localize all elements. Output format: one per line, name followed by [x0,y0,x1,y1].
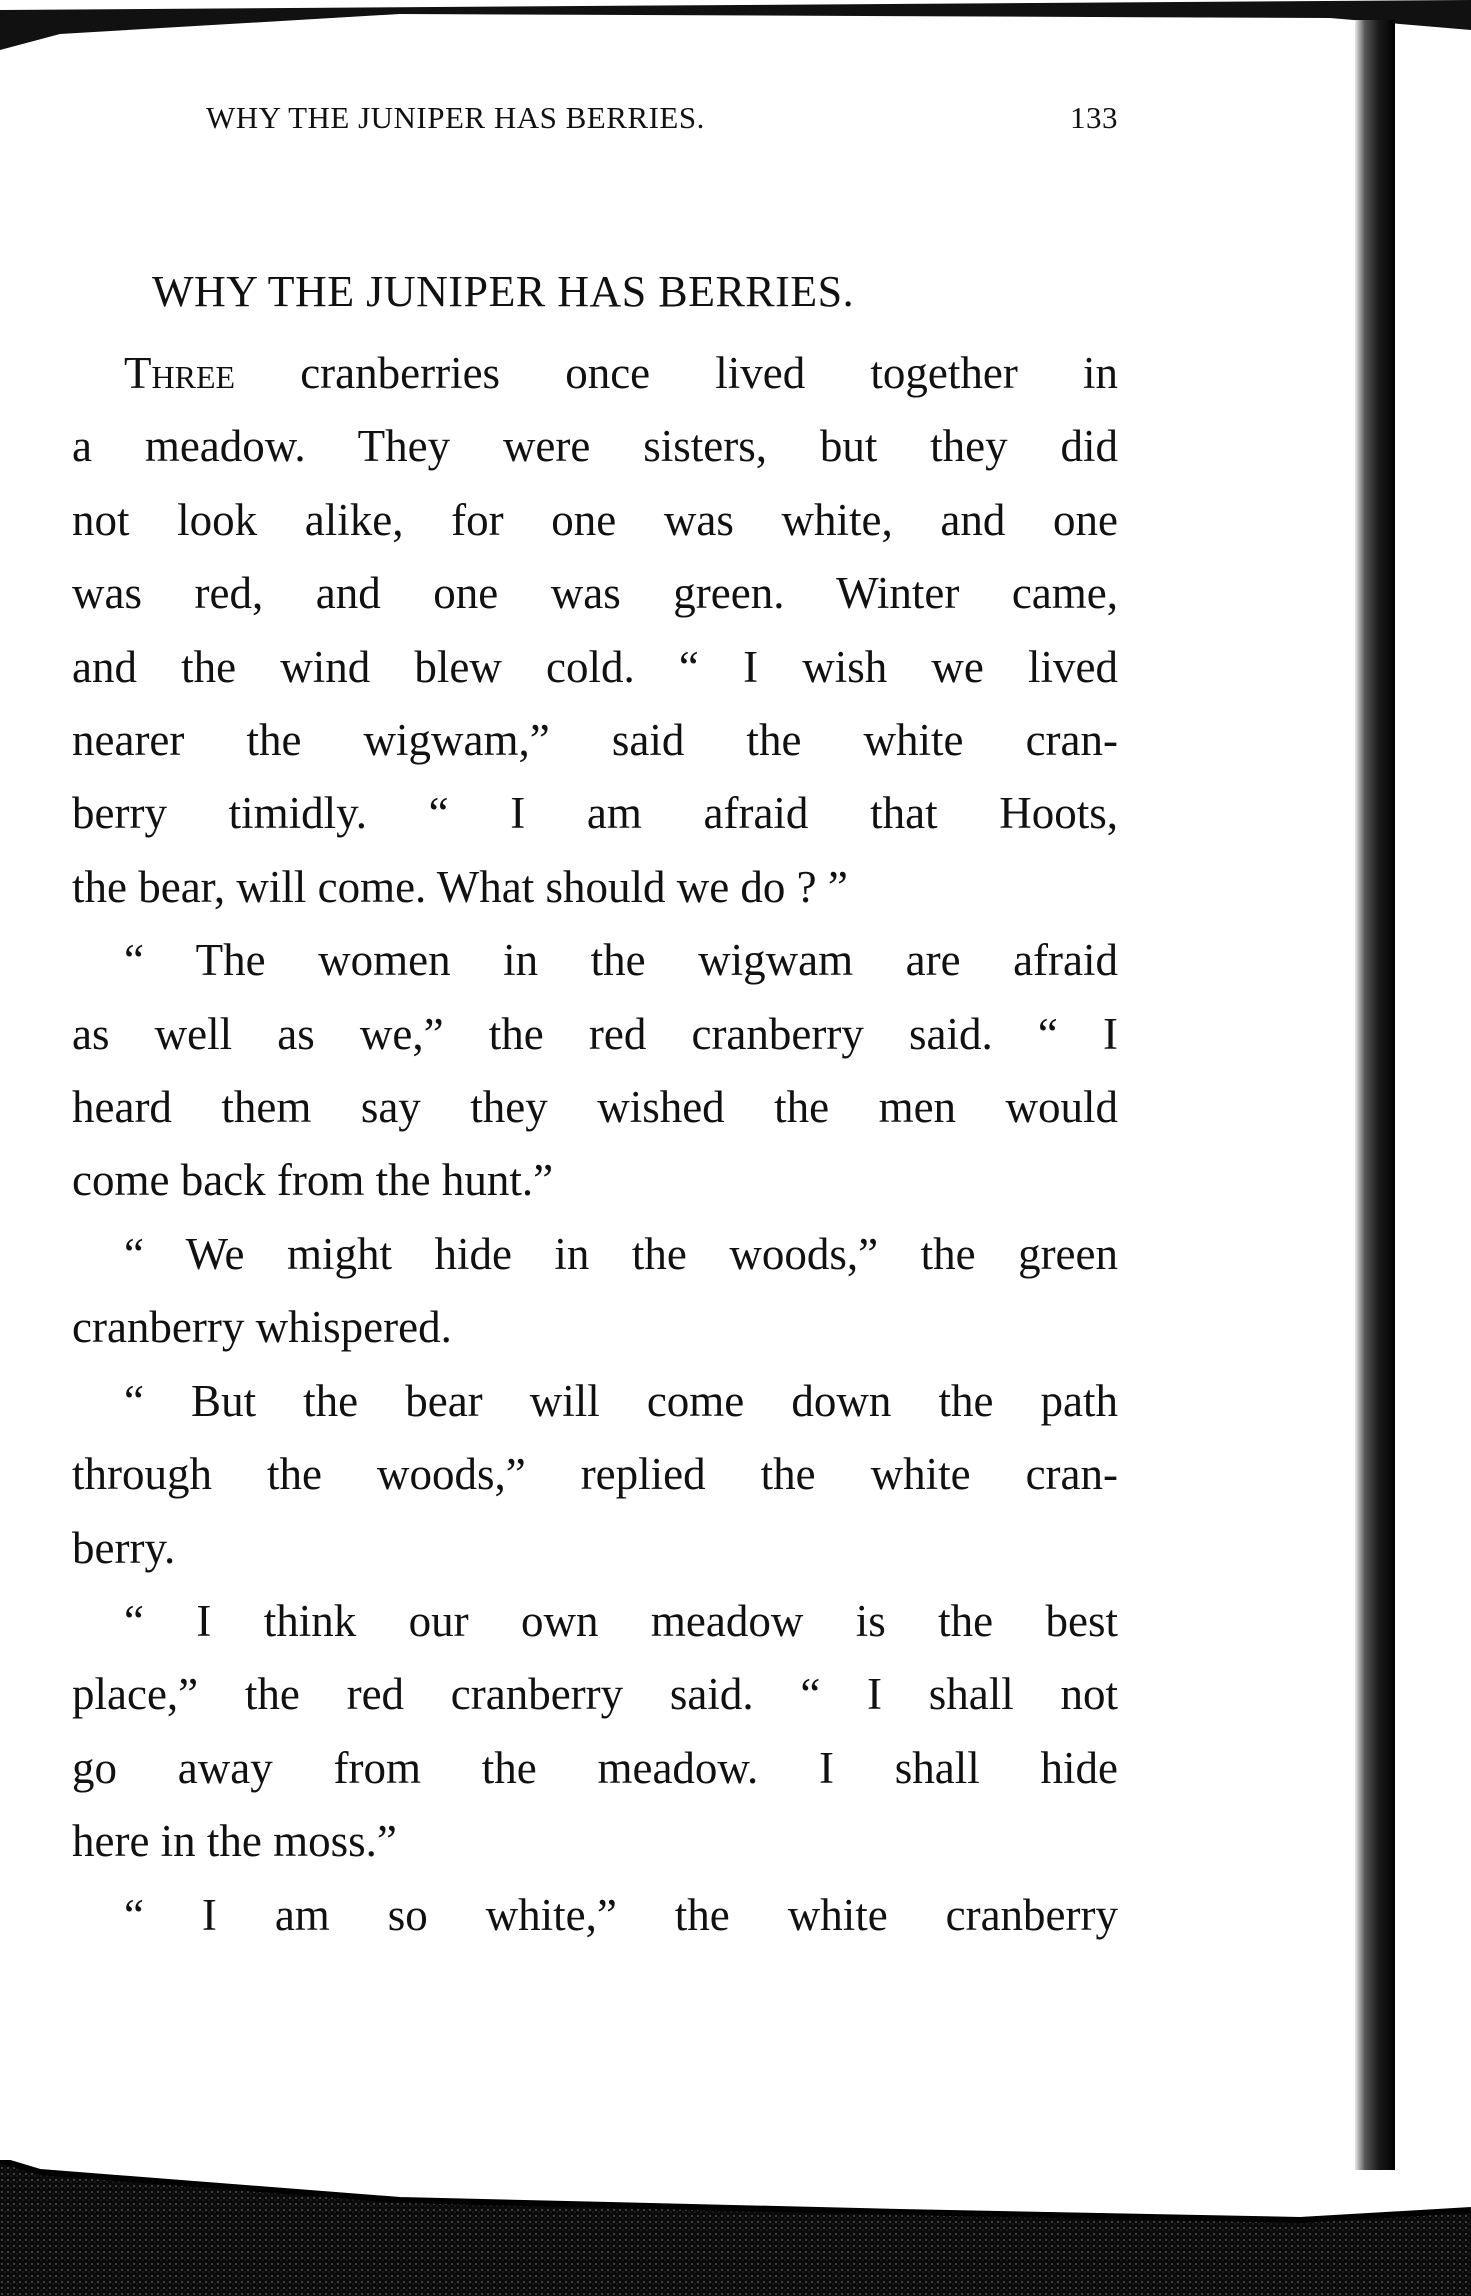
paragraph-line: through the woods,” replied the white cran- [72,1449,1118,1500]
paragraph-line: a meadow. They were sisters, but they did [72,421,1118,472]
paragraph-line: here in the moss.” [72,1816,397,1867]
paragraph-line: “ But the bear will come down the path [124,1375,1118,1426]
paragraph [72,1879,1118,1952]
chapter-title: WHY THE JUNIPER HAS BERRIES. [152,267,855,316]
running-head [72,100,1118,156]
paragraph-line: heard them say they wished the men would [72,1082,1118,1133]
paragraph [72,1365,1118,1585]
paragraph-line: nearer the wigwam,” said the white cran- [72,715,1118,766]
paragraph-line: the bear, will come. What should we do ? ” [72,861,848,912]
page-number: 133 [1070,100,1118,135]
paragraph-line: berry. [72,1522,176,1573]
paragraph-line: and the wind blew cold. “ I wish we lived [72,641,1118,692]
paragraph [72,337,1118,924]
paragraph-line: was red, and one was green. Winter came, [72,568,1118,619]
paragraph-line: come back from the hunt.” [72,1155,554,1206]
book-gutter [1355,20,1395,2170]
paragraph-line: “ We might hide in the woods,” the green [124,1228,1118,1279]
dropword: Three [124,348,236,398]
paragraph [72,924,1118,1218]
paragraph-line: go away from the meadow. I shall hide [72,1742,1118,1793]
scan-bottom-edge [0,2160,1471,2296]
paragraph-line: “ I think our own meadow is the best [124,1595,1118,1646]
paragraph-line: place,” the red cranberry said. “ I shall not [72,1669,1118,1720]
paragraph-line: “ The women in the wigwam are afraid [124,935,1118,986]
paragraph-line: not look alike, for one was white, and one [72,494,1118,545]
paragraph [72,1218,1118,1365]
paragraph [72,1585,1118,1879]
paragraph-line: Three cranberries once lived together in [124,348,1119,398]
page-body [72,100,1118,1952]
paragraph-line: as well as we,” the red cranberry said. “ I [72,1008,1118,1059]
running-head-title: WHY THE JUNIPER HAS BERRIES. [206,100,705,135]
paragraph-line: “ I am so white,” the white cranberry [124,1889,1118,1940]
paragraph-line: berry timidly. “ I am afraid that Hoots, [72,788,1118,839]
paragraph-line: cranberry whispered. [72,1302,452,1353]
